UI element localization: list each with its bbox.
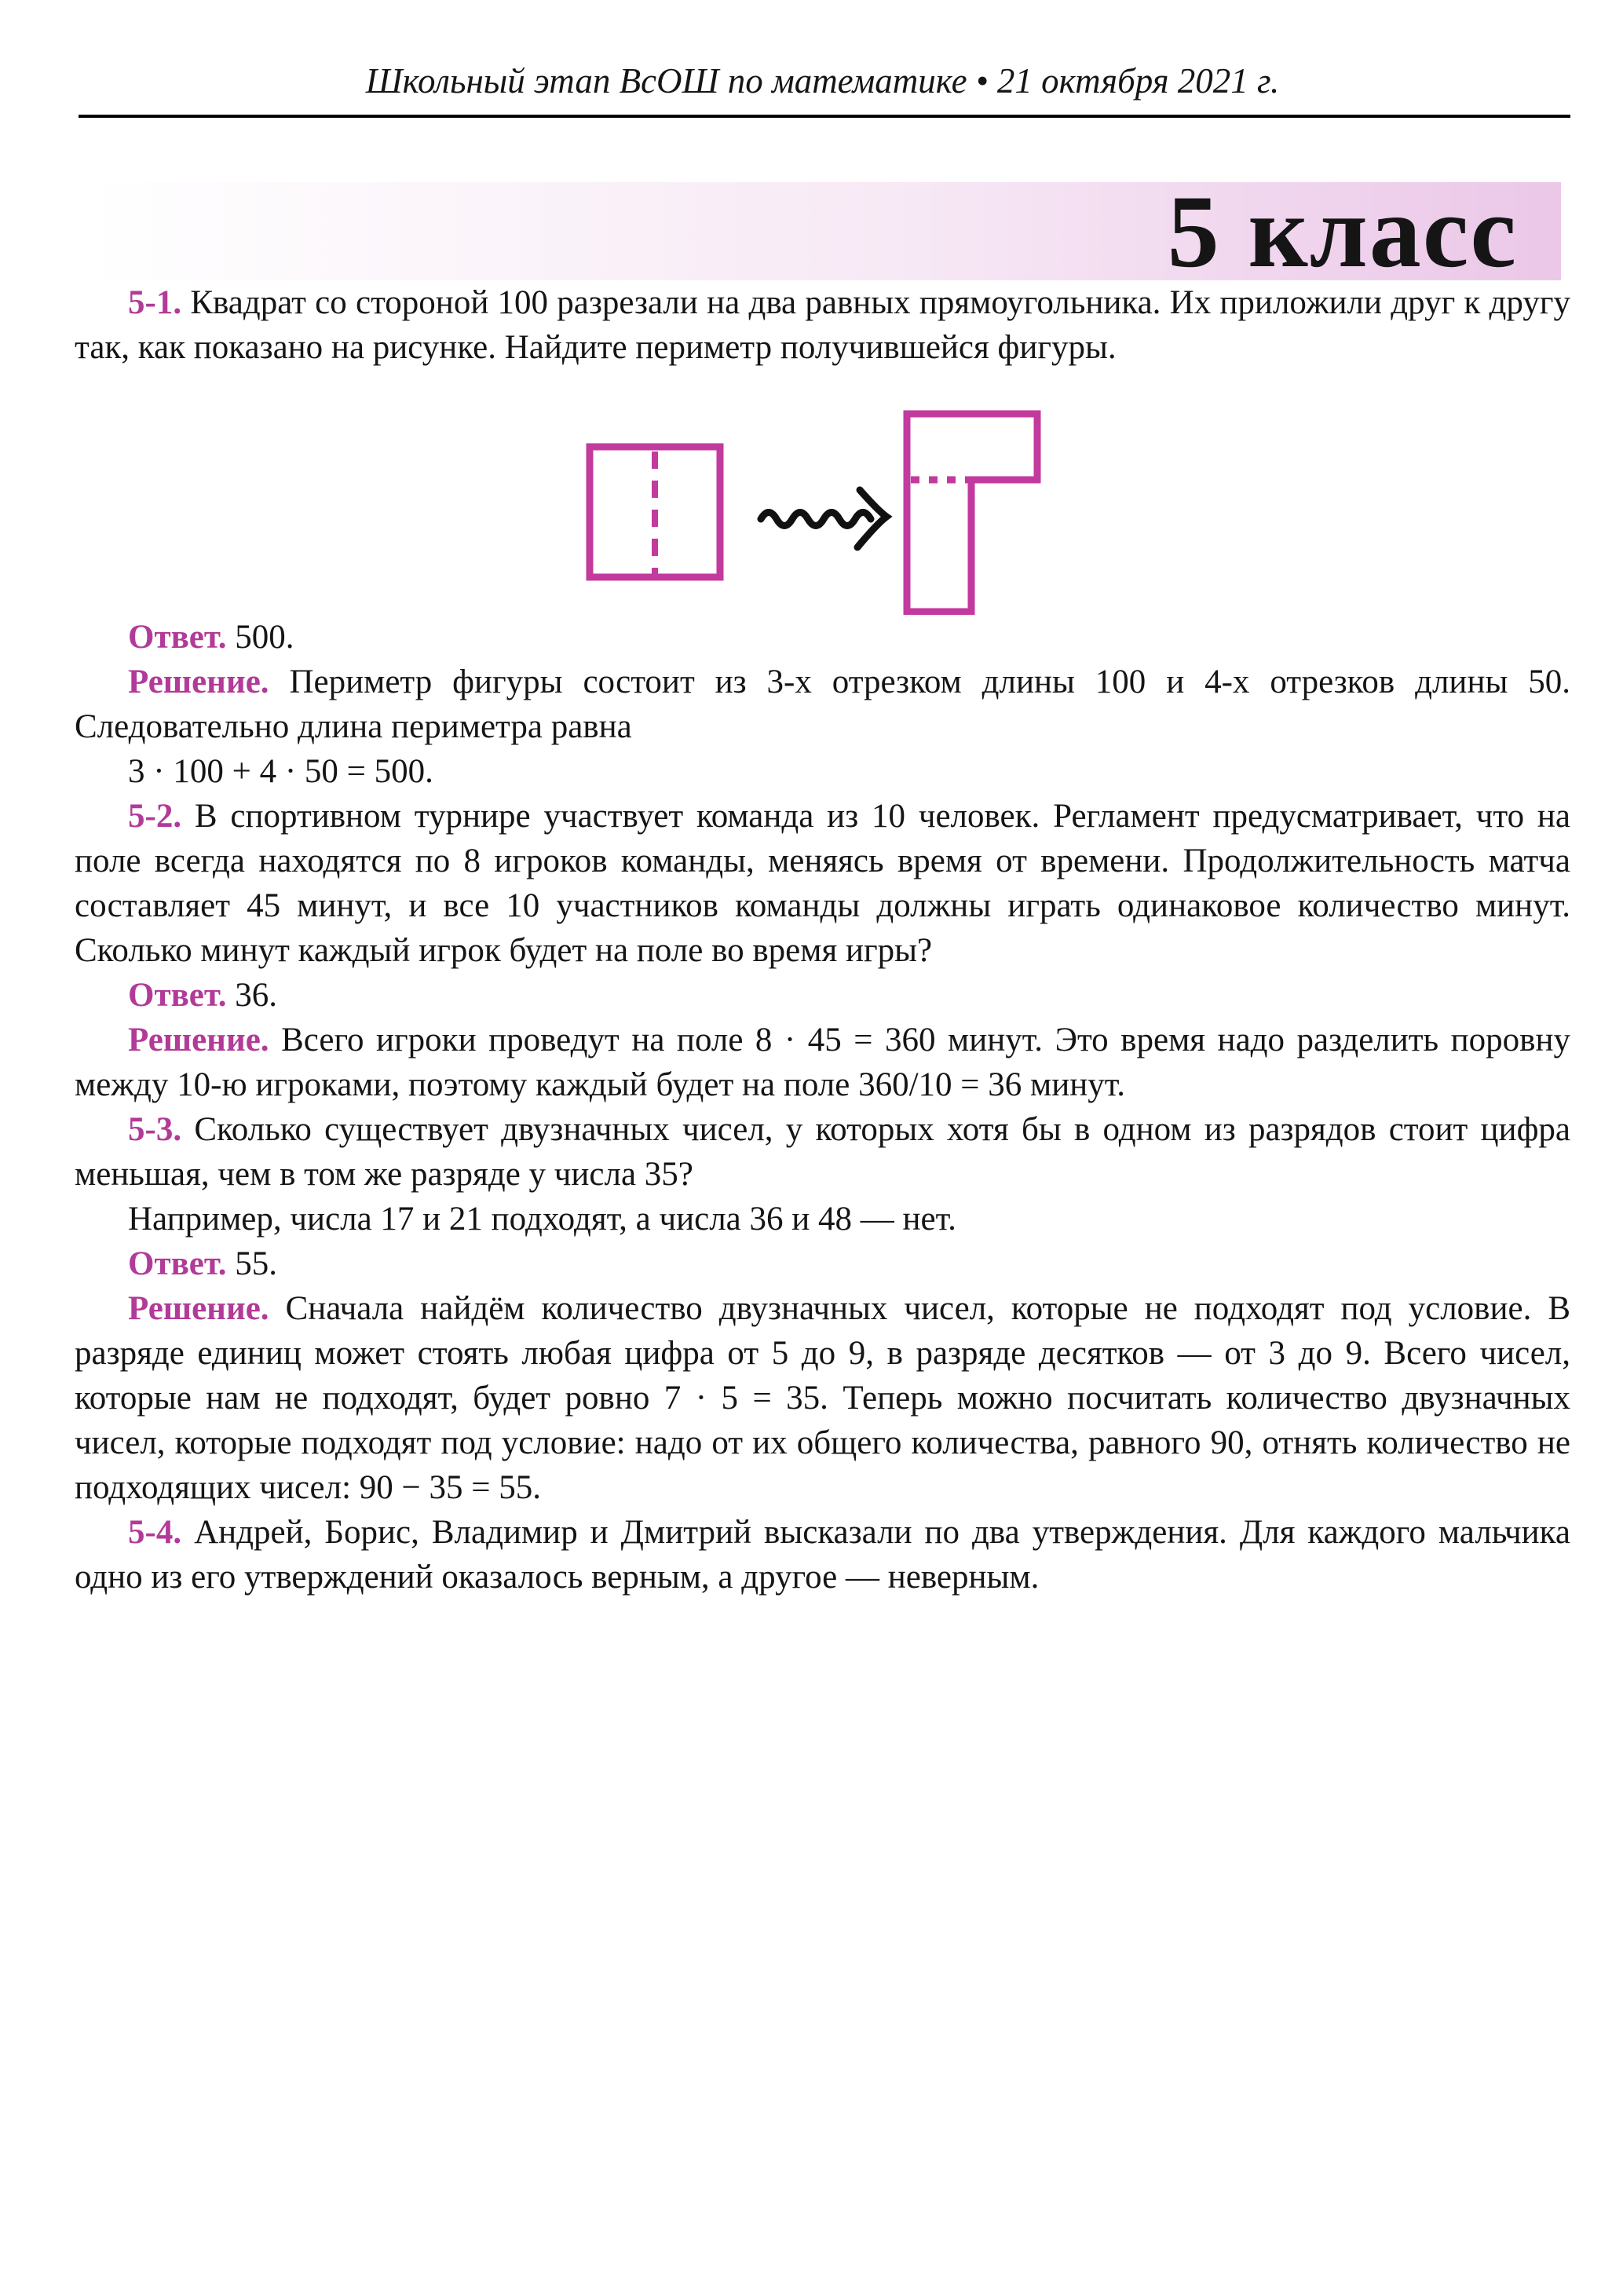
header-rule (79, 115, 1570, 118)
problem-5-3-statement (75, 1107, 1570, 1197)
problem-5-3-note: Например, числа 17 и 21 подходят, а числа 36 и 48 — нет. (128, 1201, 956, 1238)
solution-5-3 (75, 1286, 1570, 1510)
problem-5-1-text: Квадрат со стороной 100 разрезали на два равных прямоугольника. Их приложили друг к другу так, как показано на рисунке. Найдите периметр получившейся фигуры. (75, 284, 1570, 366)
solution-5-2-text: Всего игроки проведут на поле 8 · 45 = 360 минут. Это время надо разделить поровну между 10-ю игроками, поэтому каждый будет на поле 360/10 = 36 минут. (75, 1022, 1570, 1103)
running-header (75, 59, 1570, 104)
answer-5-2-value: 36. (235, 977, 278, 1014)
answer-5-3-label: Ответ. (128, 1245, 227, 1282)
answer-5-1 (75, 615, 1570, 660)
problem-5-1-figure (75, 409, 1570, 615)
problem-5-2-text: В спортивном турнире участвует команда из 10 человек. Регламент предусматривает, что на поле всегда находятся по 8 игроков команды, меняясь время от времени. Продолжительность матча составляет 45 минут, и все 10 участников команды должны играть одинаковое количество минут. Сколько минут каждый игрок будет на поле во время игры? (75, 798, 1570, 969)
problem-5-2-number: 5-2. (128, 798, 182, 835)
wavy-arrow-icon (761, 490, 886, 547)
grade-banner-text: 5 класс (1167, 174, 1518, 289)
problem-5-2-statement (75, 794, 1570, 973)
solution-5-2 (75, 1018, 1570, 1107)
figure-5-1-canvas (583, 409, 1062, 615)
solution-5-3-text: Сначала найдём количество двузначных чисел, которые не подходят под условие. В разряде единиц может стоять любая цифра от 5 до 9, в разряде десятков — от 3 до 9. Всего чисел, которые нам не подходят, будет ровно 7 · 5 = 35. Теперь можно посчитать количество двузначных чисел, которые подходят под условие: надо от их общего количества, равного 90, отнять количество не подходящих чисел: 90 − 35 = 55. (75, 1290, 1570, 1506)
l-shape-figure (907, 414, 1037, 612)
solution-5-1-label: Решение. (128, 664, 269, 700)
answer-5-1-label: Ответ. (128, 619, 227, 656)
problem-5-4-text: Андрей, Борис, Владимир и Дмитрий высказали по два утверждения. Для каждого мальчика одно из его утверждений оказалось верным, а другое — неверным. (75, 1514, 1570, 1596)
solution-5-3-label: Решение. (128, 1290, 269, 1327)
answer-5-3-value: 55. (235, 1245, 278, 1282)
problem-5-3-number: 5-3. (128, 1111, 182, 1148)
problem-5-3-text: Сколько существует двузначных чисел, у которых хотя бы в одном из разрядов стоит цифра меньшая, чем в том же разряде у числа 35? (75, 1111, 1571, 1193)
equation-5-1: 3 · 100 + 4 · 50 = 500. (128, 753, 433, 790)
problem-5-1-number: 5-1. (128, 284, 182, 321)
solution-5-1 (75, 660, 1570, 749)
answer-5-3 (75, 1241, 1570, 1286)
answer-5-2 (75, 973, 1570, 1018)
problem-5-4-number: 5-4. (128, 1514, 182, 1551)
square-with-dashed-cut (590, 447, 720, 577)
problem-5-1-statement (75, 280, 1570, 370)
answer-5-2-label: Ответ. (128, 977, 227, 1014)
running-header-text: Школьный этап ВсОШ по математике • 21 октября 2021 г. (365, 61, 1280, 101)
grade-banner (90, 174, 1561, 289)
problem-5-4-statement (75, 1510, 1570, 1600)
solution-5-2-label: Решение. (128, 1022, 269, 1058)
solution-5-1-text: Периметр фигуры состоит из 3-х отрезком длины 100 и 4-х отрезков длины 50. Следовательно длина периметра равна (75, 664, 1571, 745)
answer-5-1-value: 500. (235, 619, 294, 656)
